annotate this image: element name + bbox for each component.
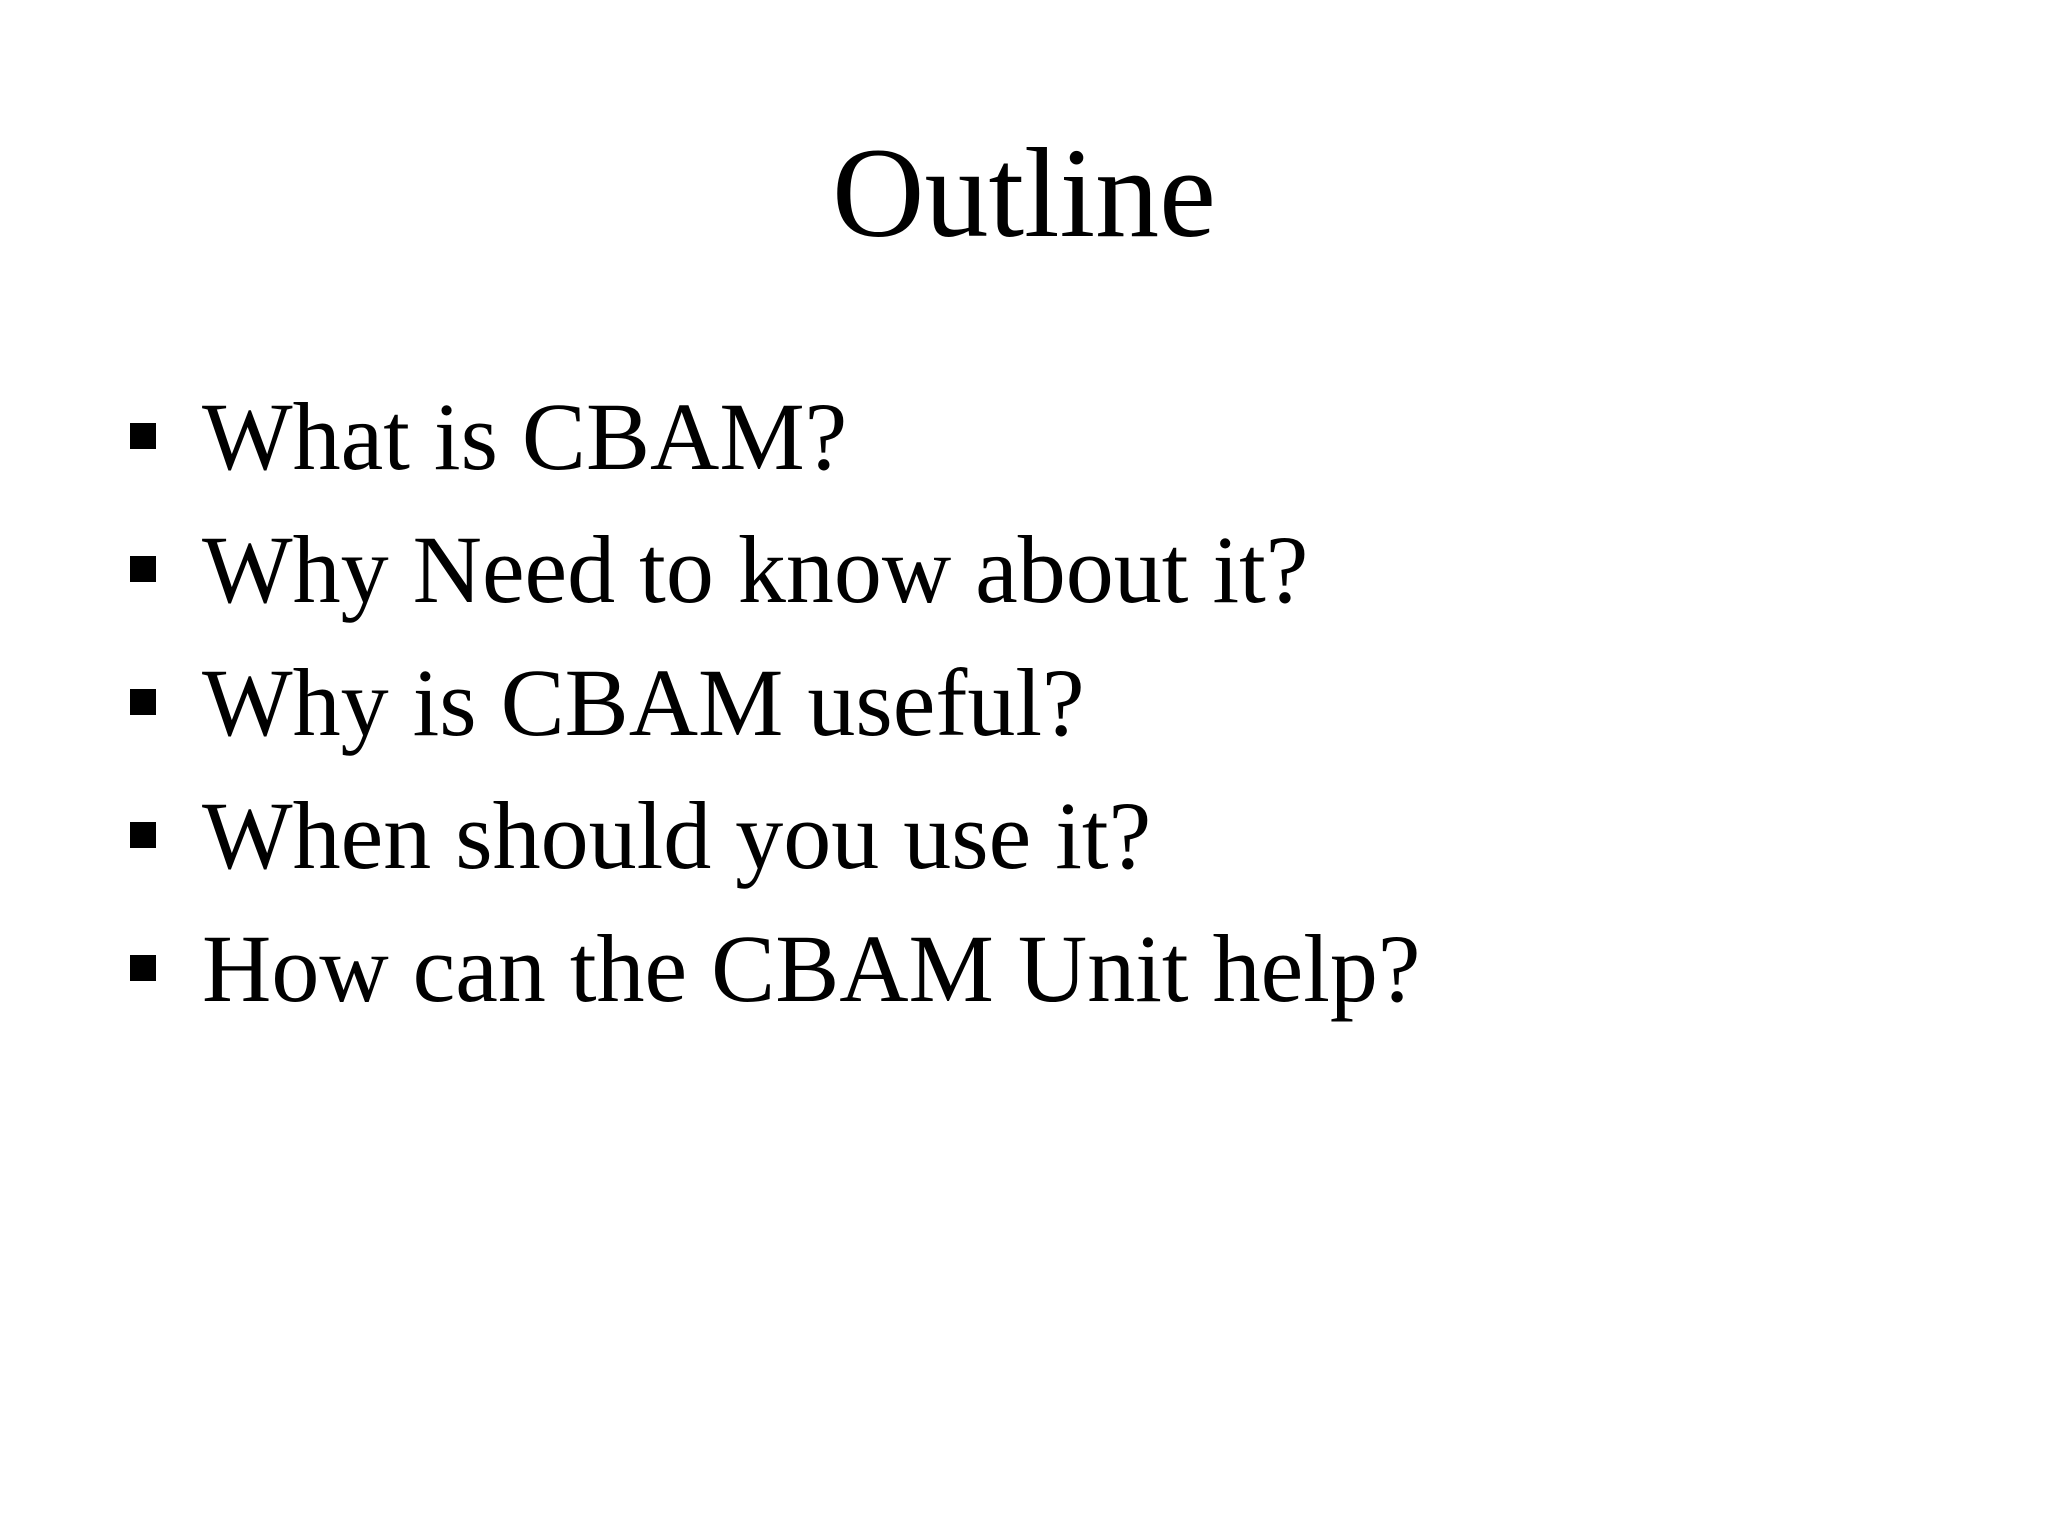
bullet-text: What is CBAM? <box>202 383 848 490</box>
square-bullet-icon <box>130 822 156 848</box>
square-bullet-icon <box>130 423 156 449</box>
bullet-text: How can the CBAM Unit help? <box>202 915 1421 1022</box>
bullet-text: Why Need to know about it? <box>202 516 1309 623</box>
square-bullet-icon <box>130 955 156 981</box>
slide-title: Outline <box>832 122 1216 264</box>
square-bullet-icon <box>130 556 156 582</box>
square-bullet-icon <box>130 689 156 715</box>
bullet-text: When should you use it? <box>202 782 1152 889</box>
bullet-text: Why is CBAM useful? <box>202 649 1085 756</box>
